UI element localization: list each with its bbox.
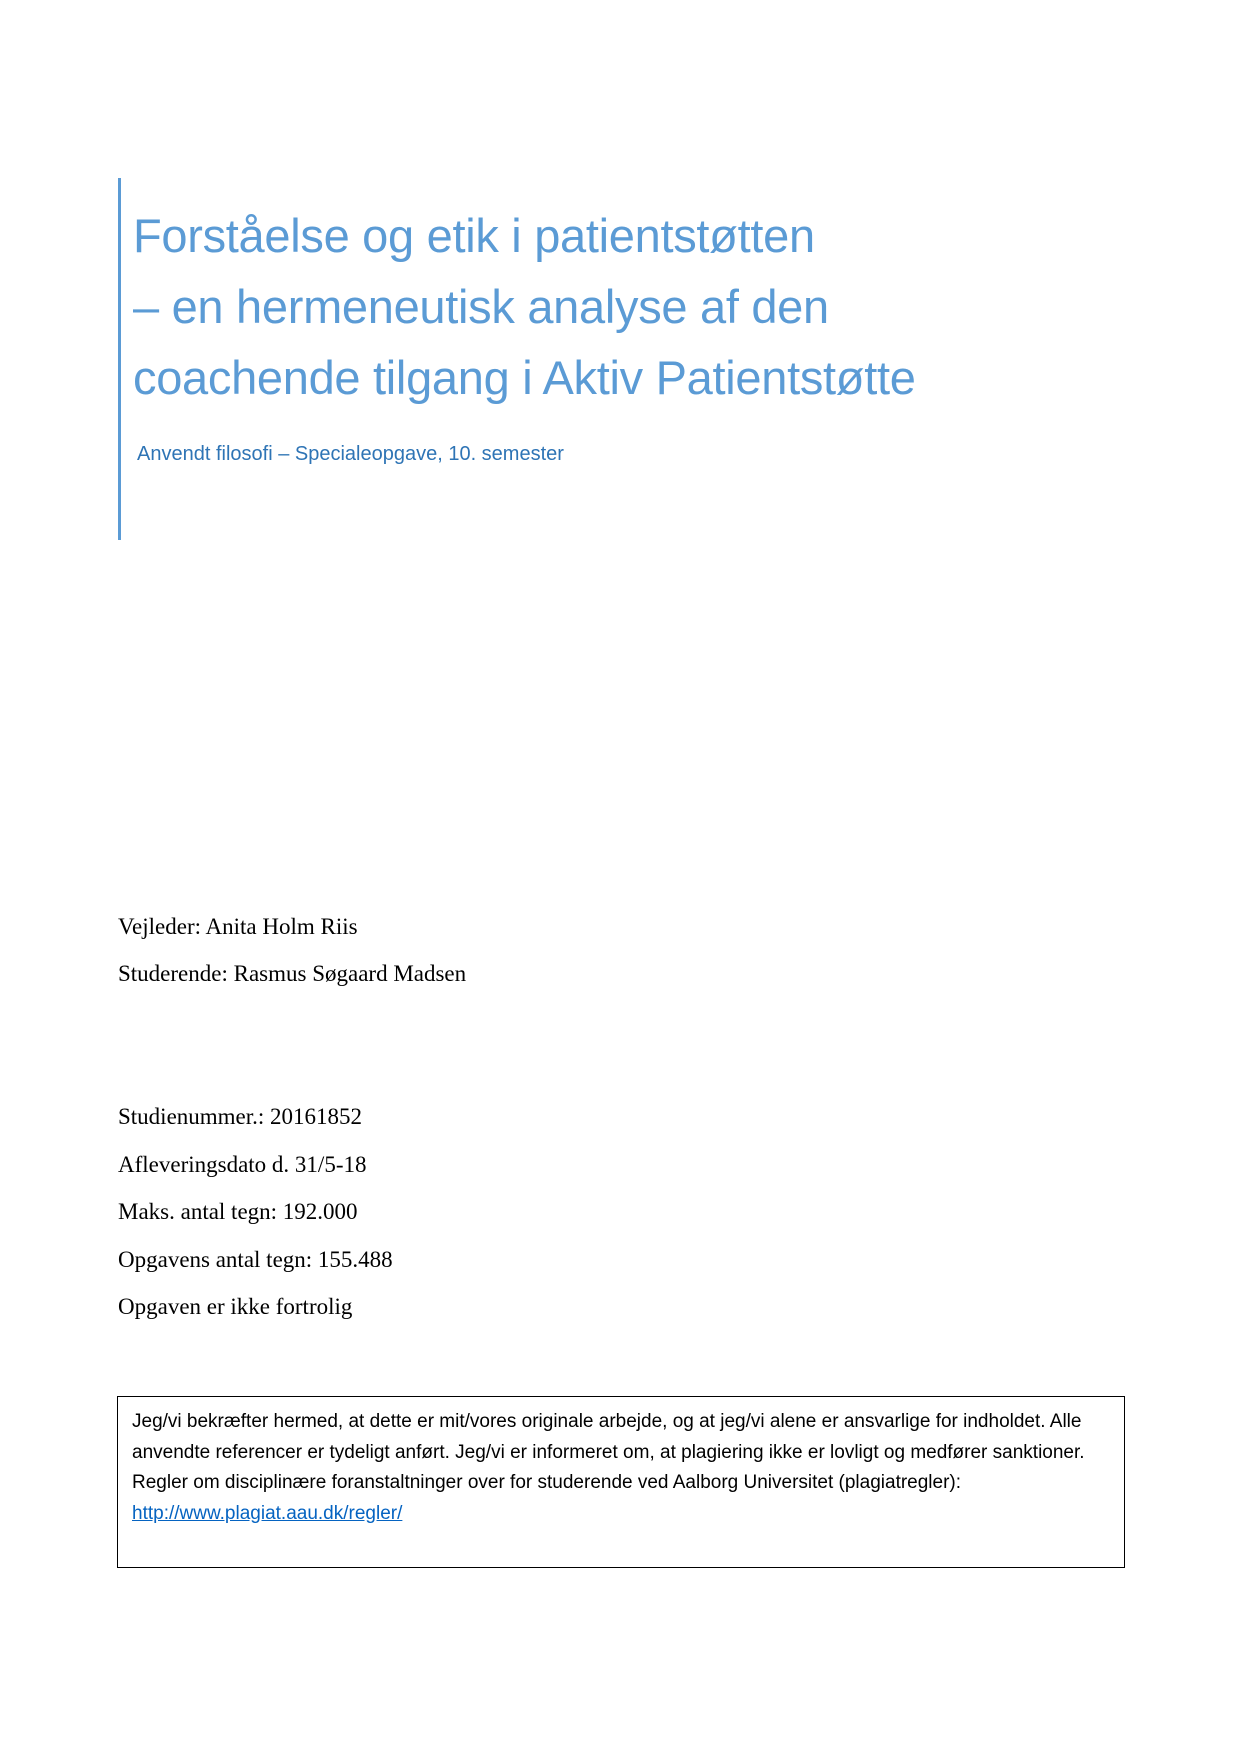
plagiarism-statement — [132, 1407, 1110, 1529]
statement-text: Jeg/vi bekræfter hermed, at dette er mit/vores originale arbejde, og at jeg/vi alene er ansvarlige for indholdet. Alle anvendte referencer er tydeligt anført. Jeg/vi er informeret om, at plagiering ikke er lovligt og medfører sanktioner. Regler om disciplinære foranstaltninger over for studerende ved Aalborg Universitet (plagiatregler): — [132, 1411, 1085, 1493]
subtitle: Anvendt filosofi – Specialeopgave, 10. semester — [137, 443, 564, 465]
confidentiality: Opgaven er ikke fortrolig — [118, 1294, 353, 1319]
submission-date: Afleveringsdato d. 31/5-18 — [118, 1152, 367, 1177]
student-number: Studienummer.: 20161852 — [118, 1104, 363, 1129]
max-chars: Maks. antal tegn: 192.000 — [118, 1199, 358, 1224]
student: Studerende: Rasmus Søgaard Madsen — [118, 961, 467, 986]
title-line-3: coachende tilgang i Aktiv Patientstøtte — [133, 351, 916, 404]
chars-count: Opgavens antal tegn: 155.488 — [118, 1247, 393, 1272]
supervisor: Vejleder: Anita Holm Riis — [118, 914, 358, 939]
plagiarism-rules-link[interactable]: http://www.plagiat.aau.dk/regler/ — [132, 1502, 403, 1524]
plagiarism-statement-box — [117, 1396, 1125, 1568]
title-line-1: Forståelse og etik i patientstøtten — [133, 209, 815, 262]
title-line-2: – en hermeneutisk analyse af den — [133, 280, 829, 333]
title-block — [118, 178, 916, 540]
